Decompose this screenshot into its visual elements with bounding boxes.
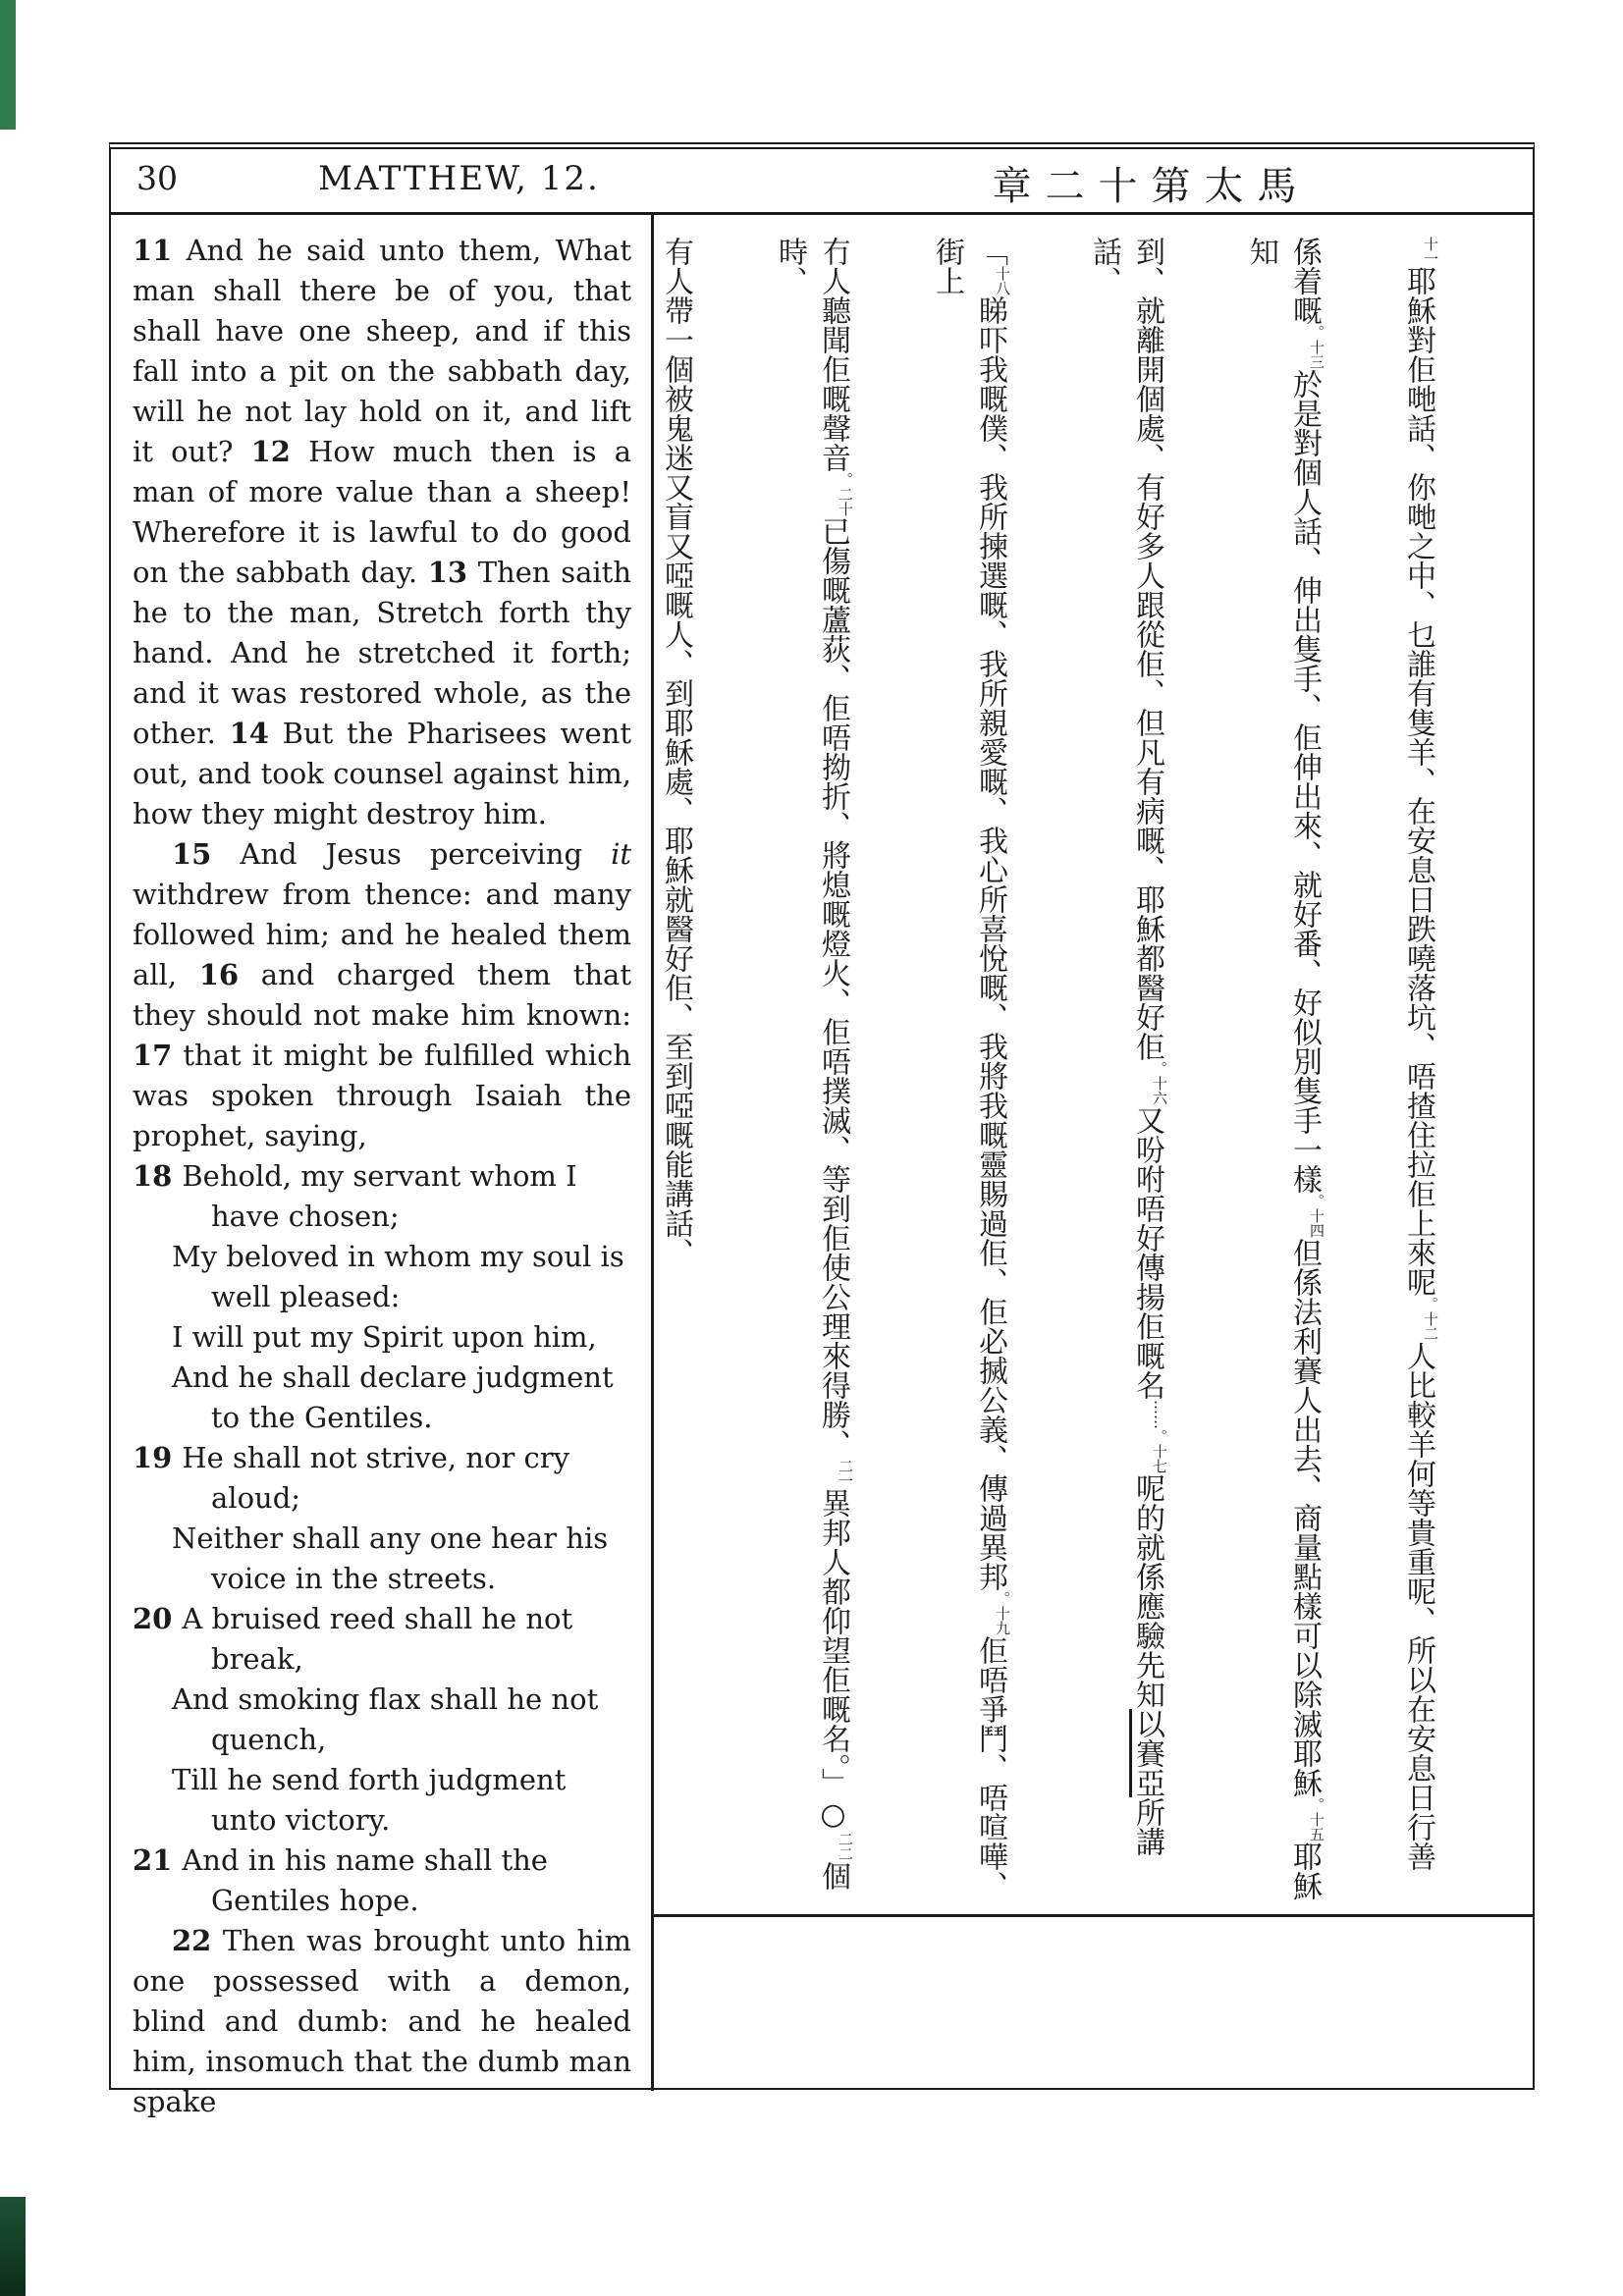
verse-number-21: 21	[133, 1843, 173, 1877]
verse-number-13: 13	[427, 556, 468, 589]
page-frame	[109, 142, 1535, 2118]
verse-number-12: 12	[250, 435, 291, 468]
chinese-verse-text: 耶穌知	[1244, 237, 1322, 1900]
poem-line	[133, 1317, 631, 1358]
chinese-verse-text: 睇吓我嘅僕、我所揀選嘅、我所親愛嘅、我心所喜悅嘅、我將我嘅靈賜過佢、佢必搣公義、傳過異邦	[973, 295, 1007, 1591]
proper-name-isaiah: 以賽亞	[1130, 1709, 1164, 1797]
scan-artifact-top-left	[0, 0, 16, 130]
poem-text: Till he send forth judgment unto victory.	[172, 1763, 567, 1837]
poem-text: My beloved in whom my soul is well pleased:	[172, 1240, 624, 1313]
poem-line	[133, 1680, 631, 1760]
poem-line	[133, 1760, 631, 1841]
verse-number-22: 22	[172, 1924, 212, 1957]
poem-line	[133, 1438, 631, 1519]
page-number: 30	[136, 159, 178, 197]
chinese-column-grid	[654, 215, 1533, 1917]
chinese-verse-text: 有人帶一個被鬼迷又盲又啞嘅人、到耶穌處、耶穌就醫好佢、至到啞嘅能講話、	[659, 237, 693, 1267]
verse-number-11: 11	[133, 234, 173, 267]
chinese-verse-text: 但係法利賽人出去、商量點樣可以除滅耶穌	[1287, 1238, 1322, 1797]
poem-line	[133, 1841, 631, 1921]
verse-paragraph-22	[133, 1921, 631, 2122]
poem-text: Behold, my servant whom I have chosen;	[182, 1159, 577, 1233]
chinese-verse-text: 又吩咐唔好傳揚佢嘅名	[1130, 1105, 1164, 1400]
chinese-verse-text: 人比較羊何等貴重呢、所以在安息日行善	[1401, 1341, 1435, 1871]
scan-artifact-bottom-left	[0, 2197, 26, 2296]
verse-number-18: 18	[133, 1159, 173, 1193]
poem-line	[133, 1156, 631, 1237]
chinese-verse-text: 到、就離開個處、有好多人跟從佢、但凡有病嘅、耶穌都醫好佢	[1130, 237, 1164, 1061]
verse-paragraph-11-14	[133, 231, 631, 834]
page-body	[111, 215, 1533, 2118]
verse-number-17: 17	[133, 1039, 173, 1072]
verse-text: Then was brought unto him one possessed with a demon, blind and dumb: and he healed him, insomuch that the dumb man spake	[133, 1924, 631, 2118]
verse-marker-19: 。十九	[994, 1591, 1011, 1635]
poetry-block	[133, 1156, 631, 1921]
verse-text: that it might be fulfilled which was spoken through Isaiah the prophet, saying,	[133, 1039, 631, 1152]
italic-word: it	[611, 837, 631, 871]
chinese-verse-text: 異邦人都仰望佢嘅名。」○	[816, 1488, 850, 1832]
page-header	[111, 149, 1533, 215]
verse-marker-13: 。十三	[1308, 325, 1325, 369]
verse-marker-15: 。十五	[1308, 1797, 1325, 1842]
poem-text: And in his name shall the Gentiles hope.	[182, 1843, 548, 1917]
verse-marker-12: 。十二	[1422, 1297, 1439, 1341]
poem-line	[133, 1358, 631, 1438]
poem-line	[133, 1599, 631, 1680]
chinese-verse-text: 耶穌對佢哋話、你哋之中、乜誰有隻羊、在安息日跌嘵落坑、唔揸住拉佢上來呢	[1401, 266, 1435, 1297]
chinese-column-5	[768, 237, 854, 1914]
chinese-column-2	[1239, 237, 1325, 1914]
verse-number-16: 16	[198, 958, 240, 991]
verse-text: And he said unto them, What man shall there be of you, that shall have one sheep, and if this fall into a pit on the sabbath day, will he not lay hold on it, and lift it out?	[133, 234, 631, 468]
verse-marker-18: 十八	[994, 266, 1011, 295]
chinese-verse-text: 佢唔爭鬥、唔喧嘩、街上	[930, 237, 1007, 1900]
verse-number-20: 20	[133, 1602, 173, 1635]
poem-text: A bruised reed shall he not break,	[182, 1602, 573, 1676]
verse-paragraph-15-17	[133, 834, 631, 1156]
verse-number-14: 14	[229, 717, 269, 750]
chinese-verse-text: 係着嘅	[1287, 237, 1322, 325]
verse-marker-16: 。十六	[1151, 1061, 1168, 1105]
chinese-running-title: 章二十第太馬	[992, 164, 1311, 209]
english-running-title: MATTHEW, 12.	[318, 159, 600, 198]
poem-line	[133, 1519, 631, 1599]
chinese-text-area	[654, 215, 1533, 2091]
verse-text: And Jesus perceiving	[211, 837, 612, 871]
verse-number-15: 15	[172, 837, 212, 871]
poem-text: And smoking flax shall he not quench,	[172, 1682, 599, 1756]
verse-text: and charged them that they should not make him known:	[133, 958, 631, 1032]
verse-marker-22: 二二	[837, 1832, 854, 1861]
chinese-verse-text: 呢的就係應驗先知	[1130, 1473, 1164, 1709]
poem-text: I will put my Spirit upon him,	[172, 1320, 597, 1354]
poem-line	[133, 1237, 631, 1317]
verse-number-19: 19	[133, 1441, 173, 1474]
chinese-column-3	[1082, 237, 1168, 1914]
chinese-verse-text: 個時、	[773, 237, 850, 1891]
verse-text: How much then is a man of more value than a sheep! Wherefore it is lawful to do good on the sabbath day.	[133, 435, 631, 589]
verse-text: withdrew from thence: and many followed him; and he healed them all,	[133, 878, 631, 991]
poem-text: He shall not strive, nor cry aloud;	[182, 1441, 570, 1515]
chinese-column-4	[925, 237, 1011, 1914]
verse-marker-21: 二一	[837, 1459, 854, 1488]
chinese-verse-text: 冇人聽聞佢嘅聲音	[816, 237, 850, 472]
verse-text: But the Pharisees went out, and took counsel against him, how they might destroy him.	[133, 717, 631, 830]
chinese-column-6	[654, 237, 697, 1914]
verse-marker-11: 十一	[1422, 237, 1439, 266]
chinese-verse-text: 已傷嘅蘆荻、佢唔拗折、將熄嘅燈火、佢唔撲滅、等到佢使公理來得勝、	[816, 516, 850, 1459]
poem-text: Neither shall any one hear his voice in the streets.	[172, 1522, 609, 1595]
verse-marker-17: ……。十七	[1151, 1400, 1168, 1473]
verse-text: Then saith he to the man, Stretch forth thy hand. And he stretched it forth; and it was restored whole, as the other.	[133, 556, 631, 750]
chinese-verse-text: 於是對個人話、伸出隻手、佢伸出來、就好番、好似別隻手一樣	[1287, 369, 1322, 1194]
chinese-column-1	[1396, 237, 1439, 1914]
verse-marker-14: 。十四	[1308, 1194, 1325, 1238]
verse-marker-20: 。二十	[837, 472, 854, 516]
english-text-column	[111, 215, 654, 2118]
chinese-verse-text: 所講話、	[1087, 237, 1164, 1856]
poem-text: And he shall declare judgment to the Gentiles.	[172, 1361, 614, 1434]
open-quote-bracket: 「	[973, 237, 1007, 266]
